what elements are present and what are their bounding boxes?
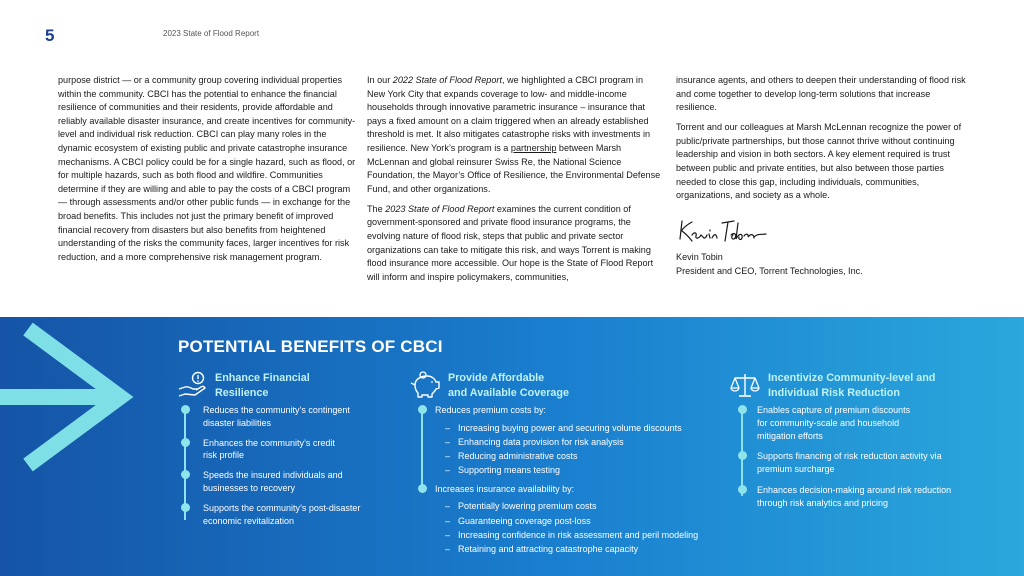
benefit-column-risk-reduction	[730, 371, 990, 510]
list-group-label: Reduces premium costs by:	[418, 404, 730, 417]
list-group-label: Increases insurance availability by:	[418, 483, 730, 496]
bullet-dot	[738, 485, 747, 494]
benefit-header	[177, 371, 387, 400]
benefit-title: Enhance Financial Resilience	[215, 372, 310, 399]
benefits-panel	[0, 317, 1024, 576]
list-item: Enhances decision-making around risk reduction through risk analytics and pricing	[738, 484, 990, 510]
list-item: Enables capture of premium discounts for community-scale and household mitigation efforts	[738, 404, 990, 442]
list-item: Supports financing of risk reduction activity via premium surcharge	[738, 450, 990, 476]
sub-list	[418, 499, 730, 556]
sub-list	[418, 421, 730, 478]
sub-list-item: – Guaranteeing coverage post-loss	[445, 515, 591, 526]
partnership-link[interactable]: partnership	[510, 142, 557, 153]
text-column-3	[676, 74, 966, 279]
paragraph: In our 2022 State of Flood Report, we highlighted a CBCI program in New York City that expands coverage to low- and middle-income households through innovative parametric insurance – insurance that pays a fixed amount on a claim triggered when an already established threshold is met. It also mitigates catastrophe risks with investments in resilience. New York’s program is a partnership between Marsh McLennan and global reinsurer Swiss Re, the National Science Foundation, the Mayor’s Office of Resilience, the Environmental Defense Fund, and other organizations.	[367, 75, 661, 194]
sub-list-item: – Increasing buying power and securing volume discounts	[445, 422, 682, 433]
bullet-dot	[418, 484, 427, 493]
sub-list-item: – Supporting means testing	[445, 465, 561, 476]
text-column-2	[367, 74, 663, 291]
benefit-column-financial	[177, 371, 387, 527]
hand-coin-icon	[177, 371, 207, 399]
list-item: Speeds the insured individuals and businesses to recovery	[181, 469, 387, 495]
timeline-line	[421, 410, 423, 488]
benefit-timeline	[738, 404, 990, 510]
piggy-bank-icon	[410, 371, 440, 399]
sub-list-item: – Potentially lowering premium costs	[445, 501, 597, 512]
signature-name: Kevin Tobin	[676, 252, 723, 263]
sub-list-item: – Enhancing data provision for risk analysis	[445, 437, 624, 447]
report-title-italic: 2023 State of Flood Report	[385, 203, 495, 214]
benefit-timeline	[181, 404, 387, 527]
paragraph: The 2023 State of Flood Report examines the current condition of government-sponsored and private flood insurance programs, the evolving nature of flood risk, steps that public and private sector organizations can take to mitigate this risk, and ways Torrent is making flood insurance more accessible. Our hope is the State of Flood Report will inform and inspire policymakers, communities,	[367, 203, 654, 282]
decorative-arrow-icon	[0, 317, 170, 517]
benefit-title: Incentivize Community-level and Individual Risk Reduction	[768, 372, 936, 399]
text-column-1	[58, 74, 358, 271]
sub-list-item: – Retaining and attracting catastrophe capacity	[445, 544, 639, 555]
bullet-dot	[181, 405, 190, 414]
benefit-timeline	[418, 404, 730, 556]
list-item: Reduces the community’s contingent disaster liabilities	[181, 404, 387, 430]
sub-list-item: – Reducing administrative costs	[445, 451, 578, 462]
bullet-dot	[181, 503, 190, 512]
benefit-header	[410, 371, 730, 400]
bullet-dot	[418, 405, 427, 414]
list-item: Supports the community’s post-disaster economic revitalization	[181, 502, 387, 528]
scales-icon	[730, 371, 760, 399]
bullet-dot	[738, 451, 747, 460]
list-item: Enhances the community’s credit risk profile	[181, 437, 387, 463]
bullet-dot	[181, 438, 190, 447]
bullet-dot	[181, 470, 190, 479]
signature-image	[676, 217, 966, 250]
paragraph: purpose district — or a community group covering individual properties within the community. CBCI has the potential to enhance the financial resilience of communities and their residents, provide affordable and reliably available disaster insurance, and create incentives for community-level and individual risk reduction. CBCI can play many roles in the dynamic ecosystem of existing public and private catastrophe insurance mechanisms. A CBCI policy could be for a single hazard, such as flood, or for multiple hazards, such as both flood and wildfire. Communities determine if they are willing and able to pay the costs of a CBCI program — through assessments and/or other public funds — in exchange for the broad benefits. This includes not just the primary benefit of improved financial recovery from disasters but also benefits from heightened understanding of the risks the community faces, larger incentives for risk reduction, and a more comprehensive risk management program.	[58, 75, 356, 262]
sub-list-item: – Increasing confidence in risk assessment and peril modeling	[445, 529, 699, 540]
paragraph: insurance agents, and others to deepen their understanding of flood risk and come together to develop long-term solutions that increase resilience.	[676, 75, 966, 113]
report-title-italic: 2022 State of Flood Report	[392, 75, 502, 85]
page-number: 5	[45, 26, 55, 45]
benefit-header	[730, 371, 990, 400]
benefit-title: Provide Affordable and Available Coverage	[448, 372, 570, 399]
benefits-title: POTENTIAL BENEFITS OF CBCI	[178, 337, 443, 356]
bullet-dot	[738, 405, 747, 414]
signature-title: President and CEO, Torrent Technologies, Inc.	[676, 266, 863, 277]
benefit-column-coverage	[410, 371, 730, 556]
running-header: 2023 State of Flood Report	[163, 29, 260, 38]
paragraph: Torrent and our colleagues at Marsh McLennan recognize the power of public/private partnerships, but those cannot thrive without continuing leadership and vision in both sectors. A key element required is trust between public and private entities, but also between those parties needed to close this gap, including individuals, communities, organizations, and society as a whole.	[676, 122, 962, 201]
